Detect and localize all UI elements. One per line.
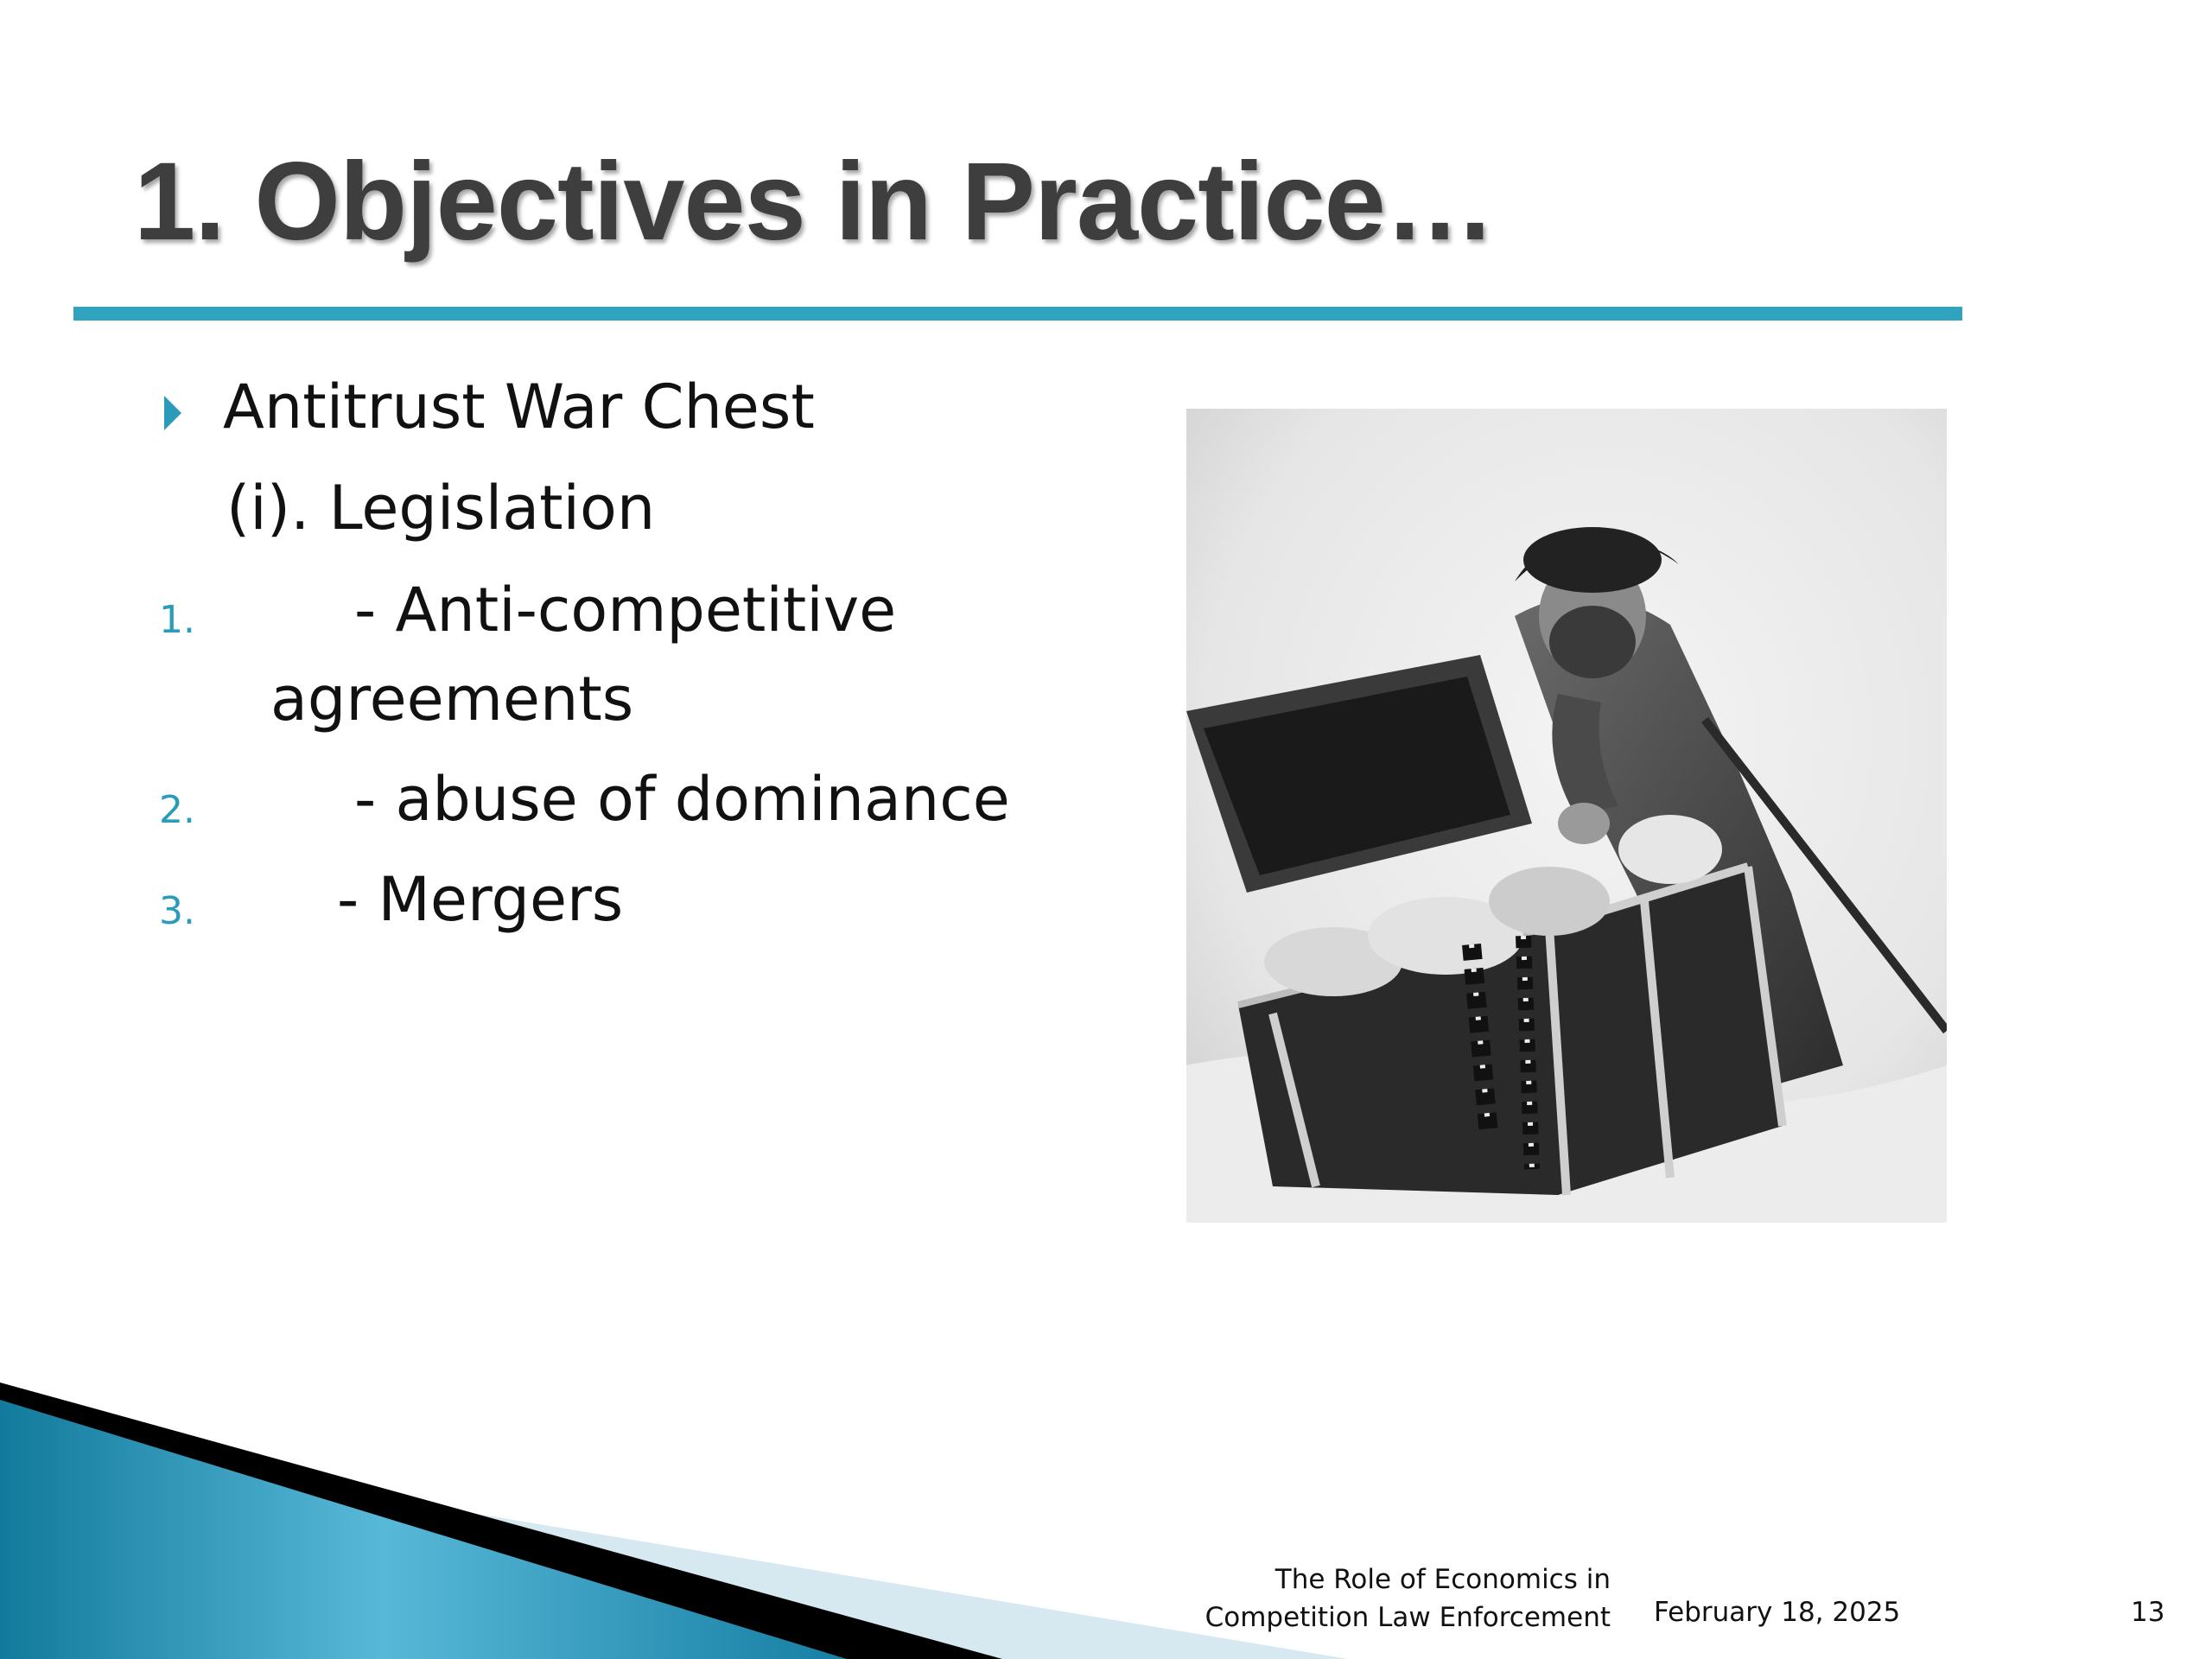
list-item-text: - Anti-competitive	[354, 575, 897, 645]
footer-date: February 18, 2025	[1654, 1597, 1901, 1628]
list-number: 3.	[159, 889, 195, 933]
footer-presentation-title: The Role of Economics in Competition Law Enforcement	[1205, 1564, 1611, 1633]
footer-page-number: 13	[2131, 1597, 2165, 1628]
subheading: (i). Legislation	[226, 473, 656, 543]
list-number: 1.	[159, 598, 195, 642]
list-item-text: - abuse of dominance	[354, 764, 1010, 835]
list-item-text: - Mergers	[337, 864, 624, 935]
pirate-treasure-chest-photo	[1186, 409, 1947, 1223]
slide-title: 1. Objectives in Practice…	[134, 140, 1495, 264]
slide-content	[0, 0, 1158, 1037]
list-number: 2.	[159, 788, 195, 832]
list-item-text-continued: agreements	[270, 664, 634, 734]
triangle-bullet-icon	[164, 396, 181, 430]
bullet-heading: Antitrust War Chest	[223, 372, 815, 442]
